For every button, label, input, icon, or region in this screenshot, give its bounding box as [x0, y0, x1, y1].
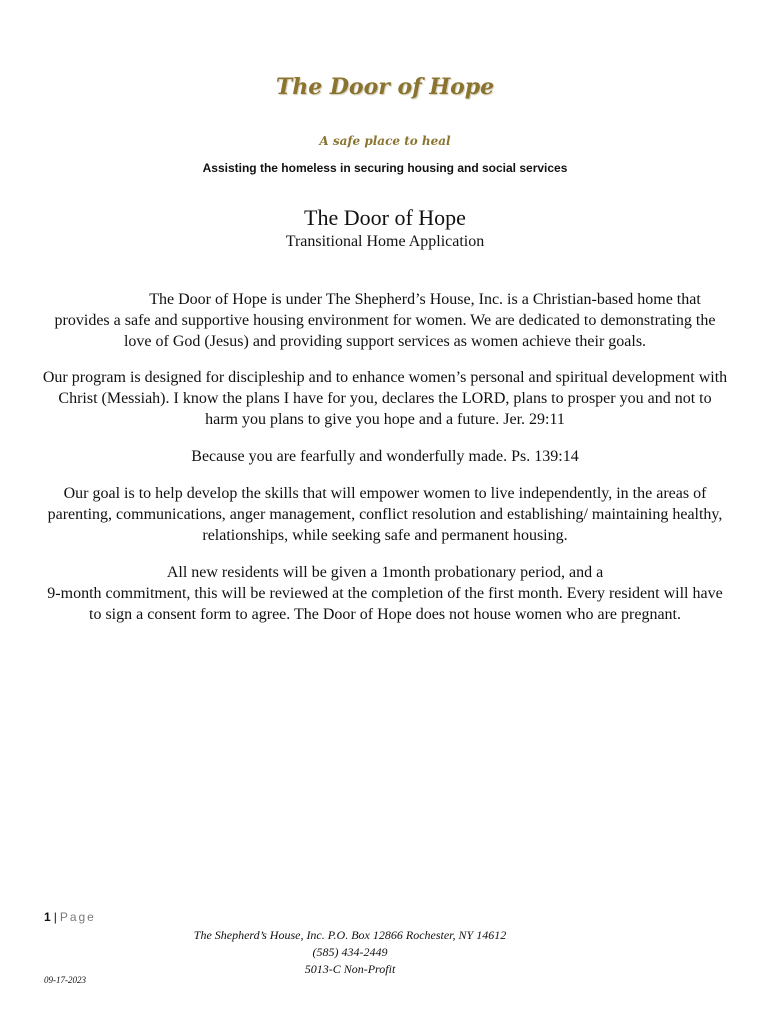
paragraph-goal: Our goal is to help develop the skills that will empower women to live independently, in the areas of parenting, communications, anger management, conflict resolution and establishing/ maintaining healthy, relationships, while seeking safe and permanent housing. [47, 485, 723, 544]
document-title: The Door of Hope [304, 205, 466, 230]
paragraph-program: Our program is designed for discipleship and to enhance women’s personal and spiritual development with Christ (Messiah). I know the plans I have for you, declares the LORD, plans to prosper you and not to harm you plans to give you hope and a future. Jer. 29:11 [42, 369, 728, 428]
footer-status: 5013-C Non-Profit [304, 962, 396, 976]
organization-tagline: A safe place to heal [319, 134, 451, 148]
mission-statement: Assisting the homeless in securing housing and social services [202, 161, 568, 175]
document-subtitle: Transitional Home Application [285, 233, 485, 250]
page-number-marker [44, 910, 96, 924]
paragraph-verse: Because you are fearfully and wonderfully made. Ps. 139:14 [191, 448, 579, 465]
footer-date: 09-17-2023 [44, 975, 86, 985]
footer-address-line: The Shepherd’s House, Inc. P.O. Box 12866 Rochester, NY 14612 [193, 928, 507, 942]
paragraph-intro-text: The Door of Hope is under The Shepherd’s House, Inc. is a Christian-based home that provides a safe and supportive housing environment for women. We are dedicated to demonstrating the love of God (Jesus) and providing support services as women achieve their goals. [54, 291, 716, 350]
paragraph-intro [40, 289, 730, 352]
paragraph-probation: All new residents will be given a 1month probationary period, and a [166, 564, 604, 581]
document-body [40, 289, 730, 641]
page-separator: | [53, 910, 57, 924]
footer-phone: (585) 434-2449 [312, 945, 388, 959]
organization-title: The Door of Hope [275, 74, 495, 100]
page-number: 1 [44, 910, 51, 924]
paragraph-commitment: 9-month commitment, this will be reviewed at the completion of the first month. Every resident will have to sign a consent form to agree. The Door of Hope does not house women who are pregnant. [47, 585, 723, 623]
footer-address-block [0, 927, 700, 978]
page-label: Page [59, 910, 96, 924]
